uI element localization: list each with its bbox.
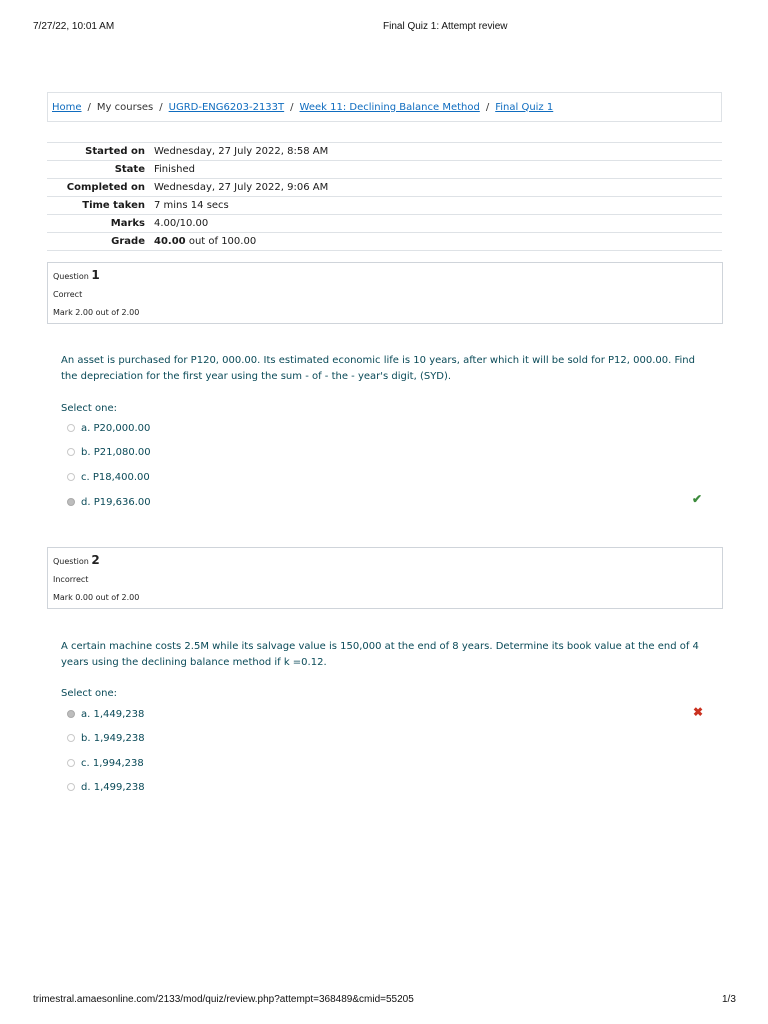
print-title: Final Quiz 1: Attempt review — [383, 21, 508, 32]
answer-option[interactable] — [67, 780, 145, 794]
question-number-value: 1 — [91, 268, 100, 282]
summary-label: State — [114, 164, 145, 175]
print-page-number: 1/3 — [722, 994, 736, 1005]
breadcrumb-home-link[interactable]: Home — [52, 101, 82, 113]
answer-option-label: c. 1,994,238 — [81, 757, 144, 769]
summary-label: Grade — [111, 236, 145, 247]
breadcrumb-separator: / — [485, 101, 490, 113]
answer-option-label: d. 1,499,238 — [81, 781, 145, 793]
breadcrumb-separator: / — [87, 101, 91, 113]
radio-button-checked[interactable] — [67, 710, 75, 718]
question-number — [53, 268, 100, 282]
answer-option-label: b. 1,949,238 — [81, 732, 145, 744]
breadcrumb-course-link[interactable]: UGRD-ENG6203-2133T — [168, 101, 285, 113]
breadcrumb-separator: / — [159, 101, 163, 113]
radio-button[interactable] — [67, 424, 75, 432]
question-grade: Mark 2.00 out of 2.00 — [53, 308, 140, 317]
radio-button[interactable] — [67, 734, 75, 742]
summary-row-time — [47, 197, 722, 215]
question-label: Question — [53, 272, 89, 281]
answer-option[interactable] — [67, 731, 145, 745]
breadcrumb-week-link[interactable]: Week 11: Declining Balance Method — [299, 101, 480, 113]
summary-value: Finished — [154, 164, 195, 175]
grade-score: 40.00 — [154, 236, 186, 247]
breadcrumb-my-courses: My courses — [96, 101, 154, 113]
summary-label: Time taken — [82, 200, 145, 211]
summary-value: Wednesday, 27 July 2022, 8:58 AM — [154, 146, 329, 157]
summary-row-started — [47, 143, 722, 161]
summary-row-state — [47, 161, 722, 179]
attempt-summary-table — [47, 142, 722, 251]
grade-out-of: out of 100.00 — [185, 236, 257, 247]
answer-option-label: d. P19,636.00 — [81, 496, 151, 508]
radio-button-checked[interactable] — [67, 498, 75, 506]
summary-label: Started on — [85, 146, 145, 157]
answer-option-label: c. P18,400.00 — [81, 471, 150, 483]
answer-option[interactable] — [67, 470, 150, 484]
answer-option[interactable] — [67, 756, 144, 770]
select-one-prompt: Select one: — [61, 688, 118, 699]
question-state: Incorrect — [53, 575, 89, 584]
answer-option-label: a. P20,000.00 — [81, 422, 151, 434]
answer-option-selected[interactable] — [67, 707, 144, 721]
question-grade: Mark 0.00 out of 2.00 — [53, 593, 140, 602]
summary-row-marks — [47, 215, 722, 233]
answer-option[interactable] — [67, 421, 150, 435]
breadcrumb — [47, 92, 722, 122]
select-one-prompt: Select one: — [61, 403, 118, 414]
breadcrumb-separator: / — [290, 101, 294, 113]
answer-option-label: b. P21,080.00 — [81, 446, 151, 458]
summary-row-completed — [47, 179, 722, 197]
question-info-box — [47, 262, 723, 324]
question-info-box — [47, 547, 723, 609]
radio-button[interactable] — [67, 759, 75, 767]
question-number — [53, 553, 100, 567]
question-label: Question — [53, 557, 89, 566]
question-state: Correct — [53, 290, 83, 299]
summary-label: Marks — [110, 218, 145, 229]
question-number-value: 2 — [91, 553, 100, 567]
summary-value — [150, 233, 722, 251]
question-text: A certain machine costs 2.5M while its salvage value is 150,000 at the end of 8 years. Determine its book value at the end of 4 years using the declining balance method if k =0.12. — [61, 641, 699, 668]
summary-value: Wednesday, 27 July 2022, 9:06 AM — [154, 182, 329, 193]
summary-value: 4.00/10.00 — [154, 218, 209, 229]
cross-icon: ✖ — [693, 705, 704, 719]
answer-option-selected[interactable] — [67, 495, 151, 509]
radio-button[interactable] — [67, 448, 75, 456]
answer-option-label: a. 1,449,238 — [81, 708, 145, 720]
summary-row-grade — [47, 233, 722, 251]
answer-option[interactable] — [67, 445, 151, 459]
question-text: An asset is purchased for P120, 000.00. Its estimated economic life is 10 years, after which it will be sold for P12, 000.00. Find the depreciation for the first year using the sum - of - the - year's digit, (SYD). — [61, 355, 695, 382]
breadcrumb-quiz-link[interactable]: Final Quiz 1 — [495, 101, 554, 113]
checkmark-icon: ✔ — [692, 492, 703, 506]
print-datetime: 7/27/22, 10:01 AM — [33, 21, 115, 32]
radio-button[interactable] — [67, 783, 75, 791]
summary-value: 7 mins 14 secs — [154, 200, 229, 211]
print-url: trimestral.amaesonline.com/2133/mod/quiz/review.php?attempt=368489&cmid=55205 — [33, 994, 414, 1005]
summary-label: Completed on — [66, 182, 145, 193]
radio-button[interactable] — [67, 473, 75, 481]
